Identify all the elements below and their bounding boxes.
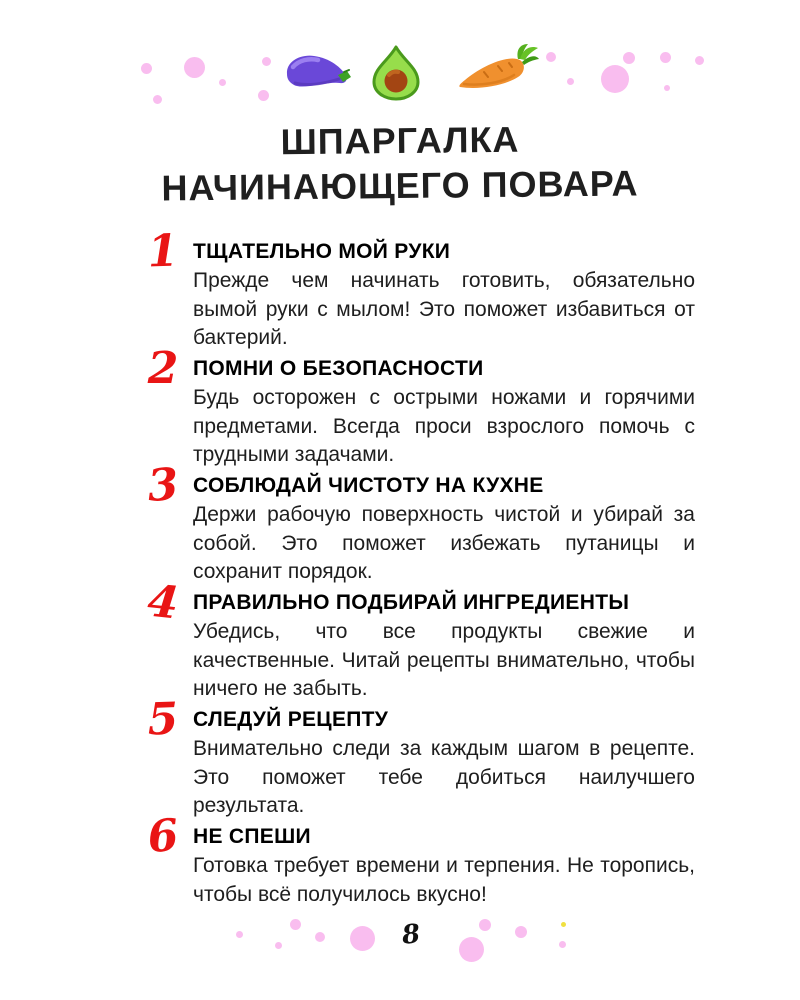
decorative-dot — [623, 52, 635, 64]
decorative-dot — [546, 52, 556, 62]
tips-list — [145, 225, 695, 909]
tip-heading: ПОМНИ О БЕЗОПАСНОСТИ — [193, 357, 484, 380]
decorative-dot — [290, 919, 301, 930]
tip-number: 6 — [145, 809, 181, 864]
decorative-dot — [262, 57, 271, 66]
decorative-dot — [660, 52, 671, 63]
tip-body: Держи рабочую поверхность чистой и убирай за собой. Это поможет избежать путаницы и сохранит порядок. — [193, 503, 695, 583]
decorative-dot — [315, 932, 325, 942]
decorative-dot — [258, 90, 269, 101]
tip-body: Готовка требует времени и терпения. Не торопись, чтобы всё получилось вкусно! — [193, 854, 695, 906]
decorative-dot — [479, 919, 491, 931]
decorative-dot — [141, 63, 152, 74]
tip-body: Убедись, что все продукты свежие и качественные. Читай рецепты внимательно, чтобы ничего не забыть. — [193, 620, 695, 700]
tip-body: Прежде чем начинать готовить, обязательно вымой руки с мылом! Это поможет избавиться от бактерий. — [193, 269, 695, 349]
decorative-dot — [515, 926, 527, 938]
page-number: 8 — [400, 919, 422, 951]
eggplant-icon — [281, 50, 353, 98]
tip-heading: ТЩАТЕЛЬНО МОЙ РУКИ — [193, 240, 451, 263]
avocado-icon — [367, 44, 425, 102]
decorative-dot — [275, 942, 282, 949]
tip-item-4 — [145, 575, 695, 705]
decorative-dot-yellow — [561, 922, 566, 927]
tip-number: 4 — [145, 575, 181, 630]
tip-item-1 — [146, 225, 695, 354]
tip-item-2 — [147, 343, 695, 471]
tip-item-3 — [145, 458, 695, 588]
decorative-dot — [459, 937, 484, 962]
tip-heading: ПРАВИЛЬНО ПОДБИРАЙ ИНГРЕДИЕНТЫ — [193, 591, 630, 614]
tip-number: 3 — [145, 458, 181, 513]
decorative-dot — [153, 95, 162, 104]
tip-number: 2 — [147, 343, 179, 394]
page-title-line2: НАЧИНАЮЩЕГО ПОВАРА — [161, 162, 639, 209]
tip-heading: СЛЕДУЙ РЕЦЕПТУ — [193, 708, 389, 731]
decorative-dot — [664, 85, 670, 91]
decorative-dot — [350, 926, 375, 951]
decorative-dot — [601, 65, 629, 93]
decorative-dot — [219, 79, 226, 86]
page-title-line1: ШПАРГАЛКА — [280, 118, 520, 163]
decorative-dot — [567, 78, 574, 85]
tip-heading: СОБЛЮДАЙ ЧИСТОТУ НА КУХНЕ — [193, 474, 544, 497]
tip-item-5 — [146, 693, 695, 822]
page-title — [0, 118, 800, 208]
carrot-icon — [456, 42, 540, 98]
decorative-dot — [695, 56, 704, 65]
decorative-dot — [559, 941, 566, 948]
tip-body: Внимательно следи за каждым шагом в рецепте. Это поможет тебе добиться наилучшего результата. — [193, 737, 695, 817]
tip-heading: НЕ СПЕШИ — [193, 825, 311, 848]
decorative-dot — [184, 57, 205, 78]
tip-number: 1 — [146, 225, 180, 278]
tip-number: 5 — [146, 693, 180, 746]
decorative-dot — [236, 931, 243, 938]
tip-item-6 — [145, 809, 695, 909]
tip-body: Будь осторожен с острыми ножами и горячими предметами. Всегда проси взрослого помочь с трудными задачами. — [193, 386, 695, 466]
